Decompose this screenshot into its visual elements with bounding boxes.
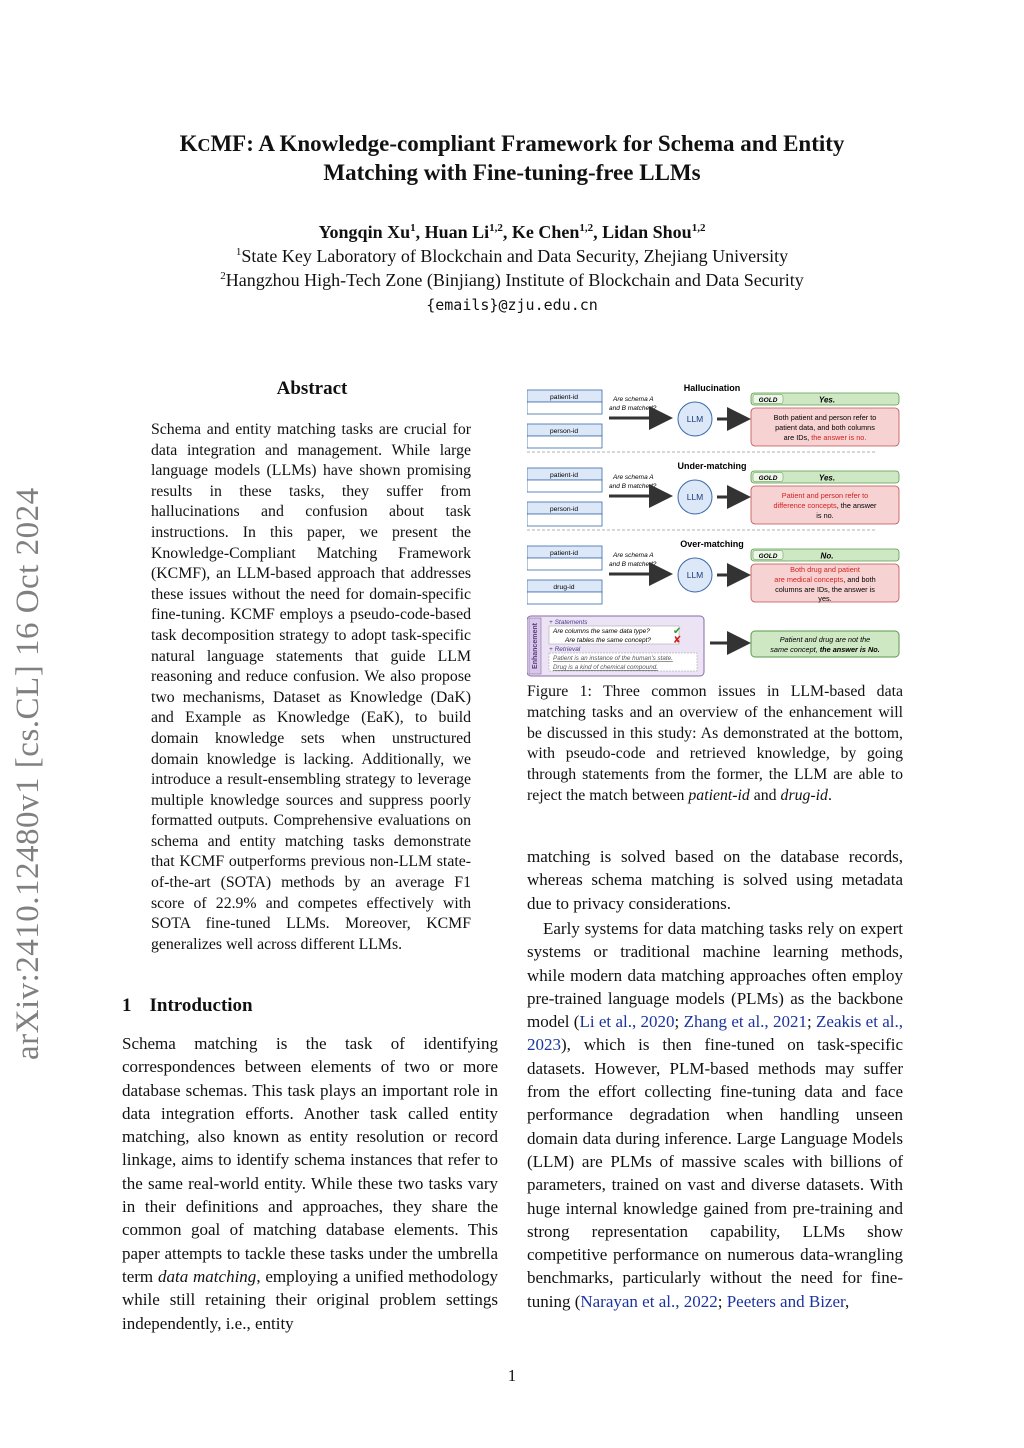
svg-text:difference concepts, the answe: difference concepts, the answer (773, 501, 877, 510)
author: Lidan Shou (602, 222, 692, 242)
citation[interactable]: Zhang et al., 2021 (683, 1012, 807, 1032)
svg-text:Both patient and person refer: Both patient and person refer to (773, 413, 877, 422)
author: Huan Li (424, 222, 490, 242)
cross-icon: ✘ (673, 635, 682, 646)
citation[interactable]: Li et al., 2020 (579, 1012, 675, 1032)
schema-a: patient-id (550, 472, 578, 479)
svg-text:are IDs, the answer is no.: are IDs, the answer is no. (783, 433, 867, 442)
page-number: 1 (507, 1366, 517, 1385)
schema-b: person-id (549, 506, 579, 513)
enhancement-panel (527, 616, 899, 676)
schema-b: person-id (549, 428, 579, 435)
right-col-paragraph-1: matching is solved based on the database records, whereas schema matching is solved using metadata due to privacy considerations. (527, 847, 903, 913)
title-line-1: KCMF: A Knowledge-compliant Framework for Schema and Entity (179, 131, 845, 156)
figure-diagram (527, 378, 905, 678)
intro-paragraph: Schema matching is the task of identifying correspondences between elements of two or more database schemas. This task plays an important role in data integration efforts. Another task called entity matching, also known as entity resolution or record linkage, aims to identify schema instances that refer to the same real-world entity. While these two tasks vary in their definitions and approaches, they share the common goal of matching database elements. This paper attempts to tackle these tasks under the umbrella term data matching, employing a unified methodology while still retaining their original problem settings independently, i.e., entity (122, 1034, 498, 1333)
gold-tag: GOLD (758, 475, 778, 482)
question-line-2: and B matched? (609, 561, 657, 568)
panel-label: Over-matching (680, 539, 744, 549)
figure-caption: Figure 1: Three common issues in LLM-based data matching tasks and an overview of the enhancement will be discussed in this study: As demonstrated at the bottom, with pseudo-code and retrieved knowledge, by going through statements from the former, the LLM are able to reject the match between patient-id and drug-id. (527, 683, 903, 804)
question-line-1: Are schema A (613, 396, 654, 403)
question-line-2: and B matched? (609, 405, 657, 412)
svg-text:are medical concepts, and both: are medical concepts, and both (774, 575, 876, 584)
citation[interactable]: Peeters and Bizer (726, 1291, 845, 1311)
svg-text:patient data, and both columns: patient data, and both columns (775, 423, 875, 432)
llm-label: LLM (686, 570, 704, 580)
abstract-text: Schema and entity matching tasks are crucial for data integration and management. While large language models (LLMs) have shown promising results in these tasks, they suffer from hallucinations and confusion about task instructions. In this paper, we present the Knowledge-Compliant Matching Framework (KCMF), an LLM-based approach that addresses these issues without the need for domain-specific fine-tuning. KCMF employs a pseudo-code-based task decomposition strategy to adopt task-specific natural language statements that guide LLM reasoning and reduce confusion. We also propose two mechanisms, Dataset as Knowledge (DaK) and Example as Knowledge (EaK), to build domain knowledge sets when unstructured domain knowledge is lacking. Additionally, we introduce a result-ensembling strategy to leverage multiple knowledge sources and suppress poorly formatted outputs. Comprehensive evaluations on schema and entity matching tasks demonstrate that KCMF outperforms previous non-LLM state-of-the-art (SOTA) methods by an average F1 score of 22.9% and competes effectively with SOTA fine-tuned LLMs. Moreover, KCMF generalizes well across different LLMs. (151, 421, 471, 953)
figure-panel (527, 539, 899, 604)
svg-text:Patient and person refer to: Patient and person refer to (781, 491, 869, 500)
gold-tag: GOLD (758, 397, 778, 404)
retrieval-2: Drug is a kind of chemical compound. (553, 664, 658, 671)
statement-2: Are tables the same concept? (565, 637, 651, 644)
author: Ke Chen (511, 222, 580, 242)
schema-a: patient-id (550, 394, 578, 401)
retrieval-1: Patient is an instance of the human's state. (553, 655, 673, 662)
citation[interactable]: Zeakis et al., 2023 (527, 1012, 904, 1055)
figure-1 (527, 378, 905, 678)
svg-text:yes.: yes. (818, 594, 832, 603)
gold-answer: Yes. (818, 395, 836, 405)
figure-panel (527, 461, 899, 530)
abstract-body (151, 420, 471, 955)
question-line-2: and B matched? (609, 483, 657, 490)
result-line-2: same concept, the answer is No. (770, 645, 880, 654)
statements-label: + Statements (549, 619, 588, 626)
affiliation-1: $^1$State Key Laboratory of Blockchain and Data Security, Zhejiang University (235, 246, 789, 266)
schema-b: drug-id (553, 584, 575, 591)
affiliation-2: $^2$Hangzhou High-Tech Zone (Binjiang) Institute of Blockchain and Data Security (220, 270, 804, 290)
gold-answer: Yes. (818, 473, 836, 483)
right-col-paragraph-2: Early systems for data matching tasks rely on expert systems or traditional machine learning methods, while modern data matching approaches often employ pre-trained language models (PLMs) as the backbone model (Li et al., 2020; Zhang et al., 2021; Zeakis et al., 2023), which is then fine-tuned on task-specific datasets. However, PLM-based methods may suffer from the effort collecting fine-tuning data and face performance degradation when handling unseen domain data during inference. Large Language Models (LLM) are PLMs of massive scales with billions of parameters, trained on vast and diverse datasets. With huge internal knowledge gained from pre-training and strong representation capability, LLMs show competitive performance on numerous data-wrangling benchmarks, particularly without the need for fine-tuning (Narayan et al., 2022; Peeters and Bizer, (527, 919, 904, 1311)
svg-text:columns are IDs, the answer is: columns are IDs, the answer is (775, 585, 875, 594)
result-line-1: Patient and drug are not the (779, 635, 871, 644)
enhancement-label: Enhancement (532, 623, 539, 669)
panel-label: Hallucination (683, 383, 741, 393)
arxiv-stamp: arXiv:2410.12480v1 [cs.CL] 16 Oct 2024 (10, 487, 46, 1060)
title-line-2: Matching with Fine-tuning-free LLMs (323, 160, 701, 185)
author-list: Yongqin Xu$^1$, Huan Li$^{1,2}$, Ke Chen$^{1,2}$, Lidan Shou$^{1,2}$ (318, 222, 706, 242)
schema-a: patient-id (550, 550, 578, 557)
abstract-heading: Abstract (276, 378, 348, 399)
citation[interactable]: Narayan et al., 2022 (580, 1291, 718, 1311)
panel-label: Under-matching (677, 461, 747, 471)
section-heading: 1 Introduction (122, 995, 253, 1016)
check-icon: ✔ (673, 626, 682, 637)
email: {emails}@zju.edu.cn (426, 296, 598, 314)
gold-answer: No. (820, 551, 834, 561)
gold-tag: GOLD (758, 553, 778, 560)
question-line-1: Are schema A (613, 552, 654, 559)
llm-label: LLM (686, 492, 704, 502)
svg-text:Both drug and patient: Both drug and patient (790, 565, 860, 574)
author: Yongqin Xu (318, 222, 411, 242)
paper-title (0, 130, 1024, 187)
question-line-1: Are schema A (613, 474, 654, 481)
statement-1: Are columns the same data type? (553, 628, 650, 635)
figure-panel (527, 383, 899, 452)
llm-label: LLM (686, 414, 704, 424)
svg-text:is no.: is no. (816, 511, 834, 520)
retrieval-label: + Retrieval (549, 646, 581, 653)
